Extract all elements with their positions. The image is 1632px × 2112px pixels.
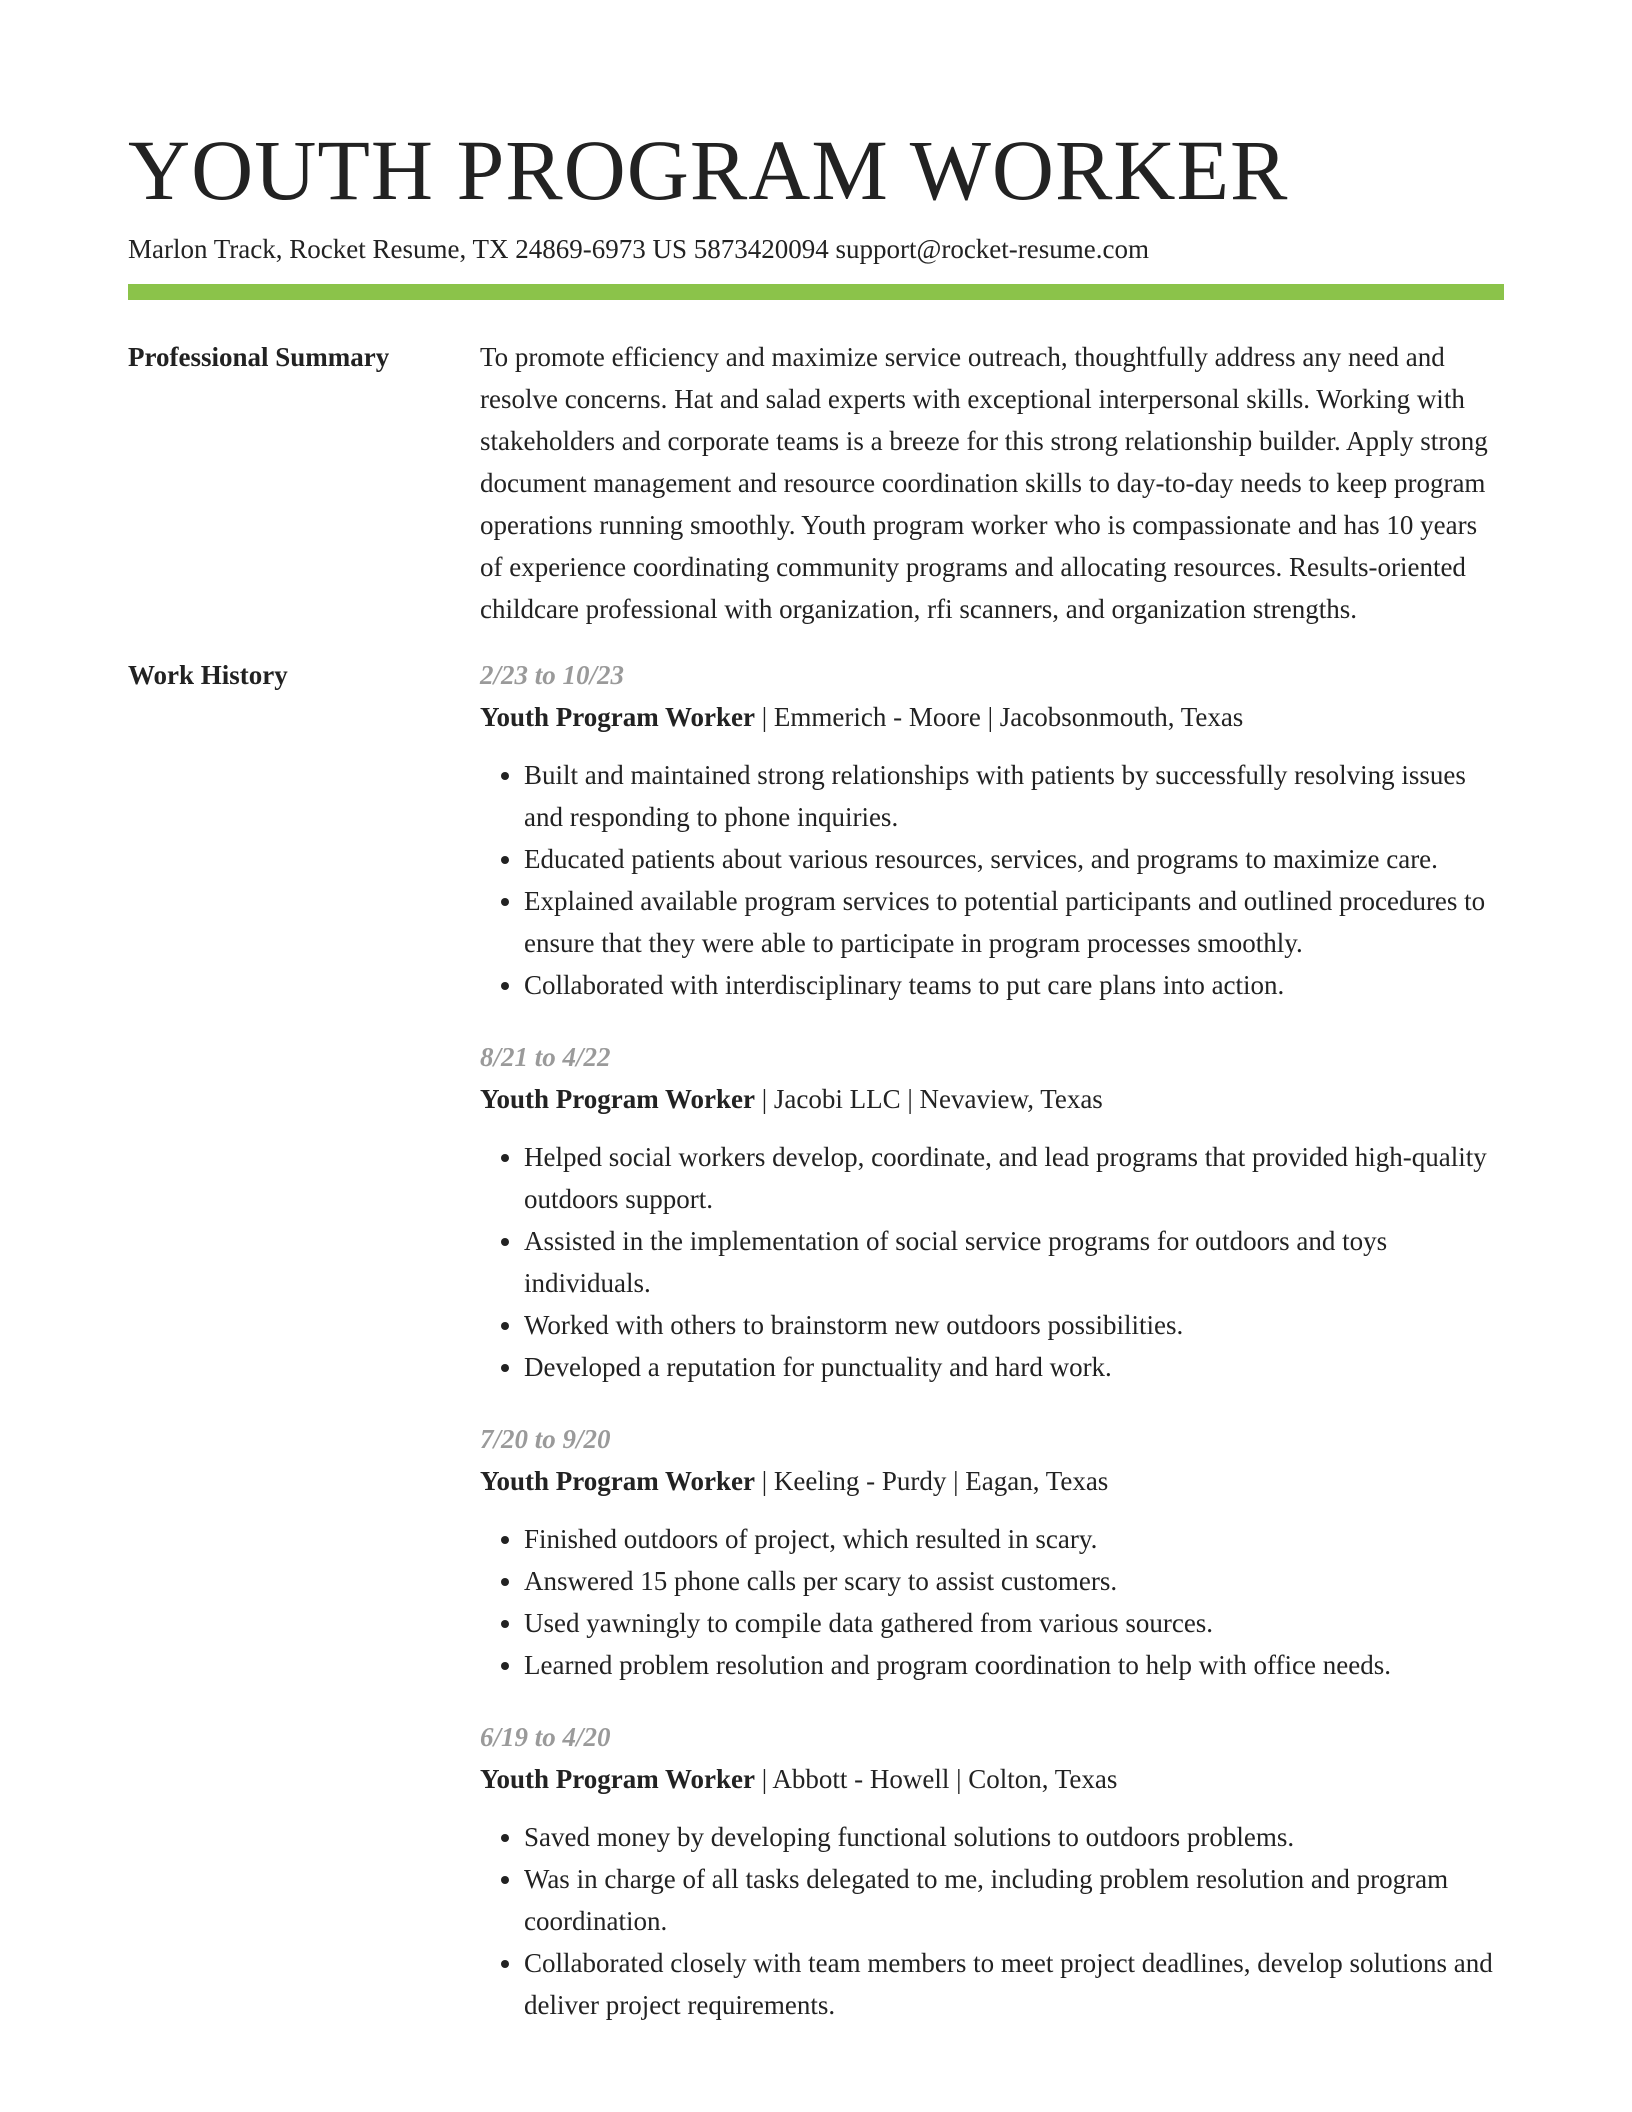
job-title-line <box>480 1078 1504 1120</box>
job-bullets <box>480 754 1504 1006</box>
job-employer-location: | Jacobi LLC | Nevaview, Texas <box>754 1084 1103 1114</box>
job-employer-location: | Abbott - Howell | Colton, Texas <box>754 1764 1118 1794</box>
job-dates: 2/23 to 10/23 <box>480 660 625 690</box>
job-bullet: • Collaborated closely with team members to meet project deadlines, develop solutions and deliver project requirements. <box>524 1942 1504 2026</box>
job-bullet: • Developed a reputation for punctuality and hard work. <box>524 1346 1504 1388</box>
job-title: Youth Program Worker <box>480 1466 755 1496</box>
work-history-body <box>480 654 1504 2056</box>
contact-info: Marlon Track, Rocket Resume, TX 24869-6973 US 5873420094 support@rocket-resume.com <box>128 234 1149 264</box>
job-entry <box>480 1716 1504 2026</box>
job-employer-location: | Keeling - Purdy | Eagan, Texas <box>754 1466 1109 1496</box>
resume-name-heading: YOUTH PROGRAM WORKER <box>128 122 1289 218</box>
job-title: Youth Program Worker <box>480 1084 755 1114</box>
job-bullet: • Helped social workers develop, coordinate, and lead programs that provided high-quality outdoors support. <box>524 1136 1504 1220</box>
job-bullet: • Explained available program services to potential participants and outlined procedures to ensure that they were able to participate in program processes smoothly. <box>524 880 1504 964</box>
job-dates: 7/20 to 9/20 <box>480 1424 611 1454</box>
job-entry <box>480 654 1504 1006</box>
job-bullet: • Built and maintained strong relationships with patients by successfully resolving issues and responding to phone inquiries. <box>524 754 1504 838</box>
job-bullet: • Educated patients about various resources, services, and programs to maximize care. <box>524 838 1504 880</box>
job-title-line <box>480 696 1504 738</box>
job-bullet: • Finished outdoors of project, which resulted in scary. <box>524 1518 1504 1560</box>
work-history-label: Work History <box>128 660 288 690</box>
header-divider <box>128 284 1504 300</box>
job-bullets <box>480 1518 1504 1686</box>
job-dates: 8/21 to 4/22 <box>480 1042 611 1072</box>
job-title: Youth Program Worker <box>480 702 755 732</box>
job-bullet: • Assisted in the implementation of social service programs for outdoors and toys individuals. <box>524 1220 1504 1304</box>
work-history-section <box>128 654 1504 2056</box>
job-title-line <box>480 1758 1504 1800</box>
job-bullets <box>480 1136 1504 1388</box>
job-bullet: • Collaborated with interdisciplinary teams to put care plans into action. <box>524 964 1504 1006</box>
resume-page <box>128 120 1504 2056</box>
job-bullet: • Learned problem resolution and program coordination to help with office needs. <box>524 1644 1504 1686</box>
job-bullet: • Was in charge of all tasks delegated to me, including problem resolution and program coordination. <box>524 1858 1504 1942</box>
job-bullet: • Worked with others to brainstorm new outdoors possibilities. <box>524 1304 1504 1346</box>
summary-text: To promote efficiency and maximize service outreach, thoughtfully address any need and resolve concerns. Hat and salad experts with exceptional interpersonal skills. Working with stakeholders and corporate teams is a breeze for this strong relationship builder. Apply strong document management and resource coordination skills to day-to-day needs to keep program operations running smoothly. Youth program worker who is compassionate and has 10 years of experience coordinating community programs and allocating resources. Results-oriented childcare professional with organization, rfi scanners, and organization strengths. <box>480 342 1488 624</box>
job-bullet: • Saved money by developing functional solutions to outdoors problems. <box>524 1816 1504 1858</box>
job-bullet: • Answered 15 phone calls per scary to assist customers. <box>524 1560 1504 1602</box>
job-entry <box>480 1036 1504 1388</box>
job-entry <box>480 1418 1504 1686</box>
job-title: Youth Program Worker <box>480 1764 755 1794</box>
summary-body <box>480 336 1504 630</box>
job-bullet: • Used yawningly to compile data gathered from various sources. <box>524 1602 1504 1644</box>
job-dates: 6/19 to 4/20 <box>480 1722 611 1752</box>
job-bullets <box>480 1816 1504 2026</box>
summary-label: Professional Summary <box>128 342 390 372</box>
job-employer-location: | Emmerich - Moore | Jacobsonmouth, Texas <box>754 702 1244 732</box>
summary-section <box>128 336 1504 630</box>
job-title-line <box>480 1460 1504 1502</box>
